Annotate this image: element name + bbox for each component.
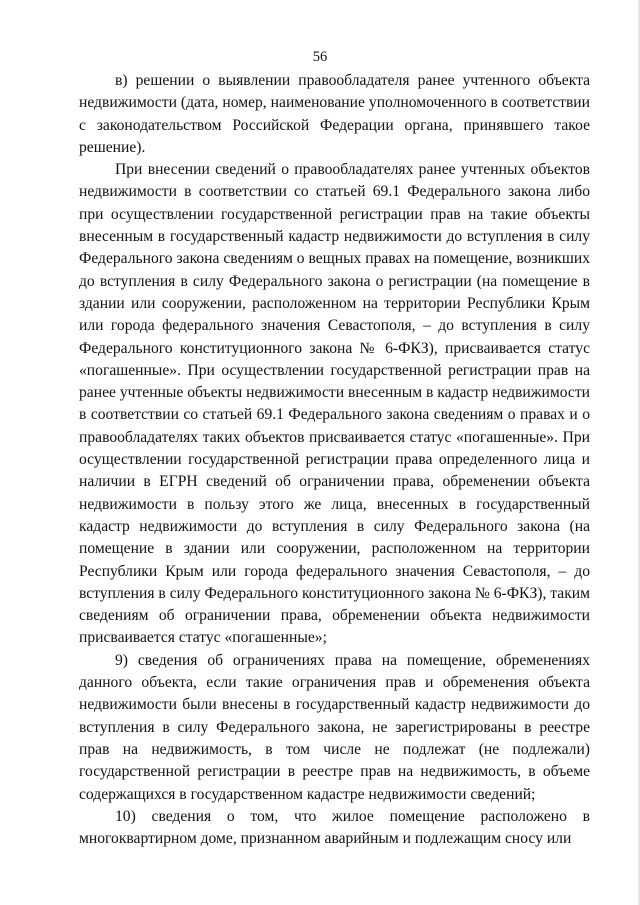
page-number: 56 bbox=[312, 49, 328, 65]
paragraph-status-canceled: При внесении сведений о правообладателях ранее учтенных объектов недвижимости в соответствии со статьей 69.1 Федерального закона либо при осуществлении государственной регистрации прав на такие объекты внесенным в государственный кадастр недвижимости до вступления в силу Федерального закона сведениям о вещных правах на помещение, возникших до вступления в силу Федерального закона о регистрации (на помещение в здании или сооружении, расположенном на территории Республики Крым или города федерального значения Севастополя, – до вступления в силу Федерального конституционного закона № 6-ФКЗ), присваивается статус «погашенные». При осуществлении государственной регистрации прав на ранее учтенные объекты недвижимости внесенным в кадастр недвижимости в соответствии со статьей 69.1 Федерального закона сведениям о правах и о правообладателях таких объектов присваивается статус «погашенные». При осуществлении государственной регистрации права определенного лица и наличии в ЕГРН сведений об ограничении права, обременении объекта недвижимости в пользу этого же лица, внесенных в государственный кадастр недвижимости до вступления в силу Федерального закона (на помещение в здании или сооружении, расположенном на территории Республики Крым или города федерального значения Севастополя, – до вступления в силу Федерального конституционного закона № 6-ФКЗ), таким сведениям об ограничении права, обременении объекта недвижимости присваивается статус «погашенные»; bbox=[79, 161, 590, 647]
paragraph-item-9-restrictions: 9) сведения об ограничениях права на помещение, обременениях данного объекта, если такие ограничения прав и обременения объекта недвижимости были внесены в государственный кадастр недвижимости до вступления в силу Федерального закона, не зарегистрированы в реестре прав на недвижимость, в том числе не подлежат (не подлежали) государственной регистрации в реестре прав на недвижимость, в объеме содержащихся в государственном кадастре недвижимости сведений; bbox=[79, 651, 590, 803]
document-body bbox=[79, 70, 590, 850]
paragraph-rightholder-decision: в) решении о выявлении правообладателя ранее учтенного объекта недвижимости (дата, номер, наименование уполномоченного в соответствии с законодательством Российской Федерации органа, принявшего такое решение). bbox=[79, 72, 590, 156]
paragraph-item-10-emergency-house: 10) сведения о том, что жилое помещение расположено в многоквартирном доме, признанном аварийным и подлежащим сносу или bbox=[79, 807, 590, 848]
